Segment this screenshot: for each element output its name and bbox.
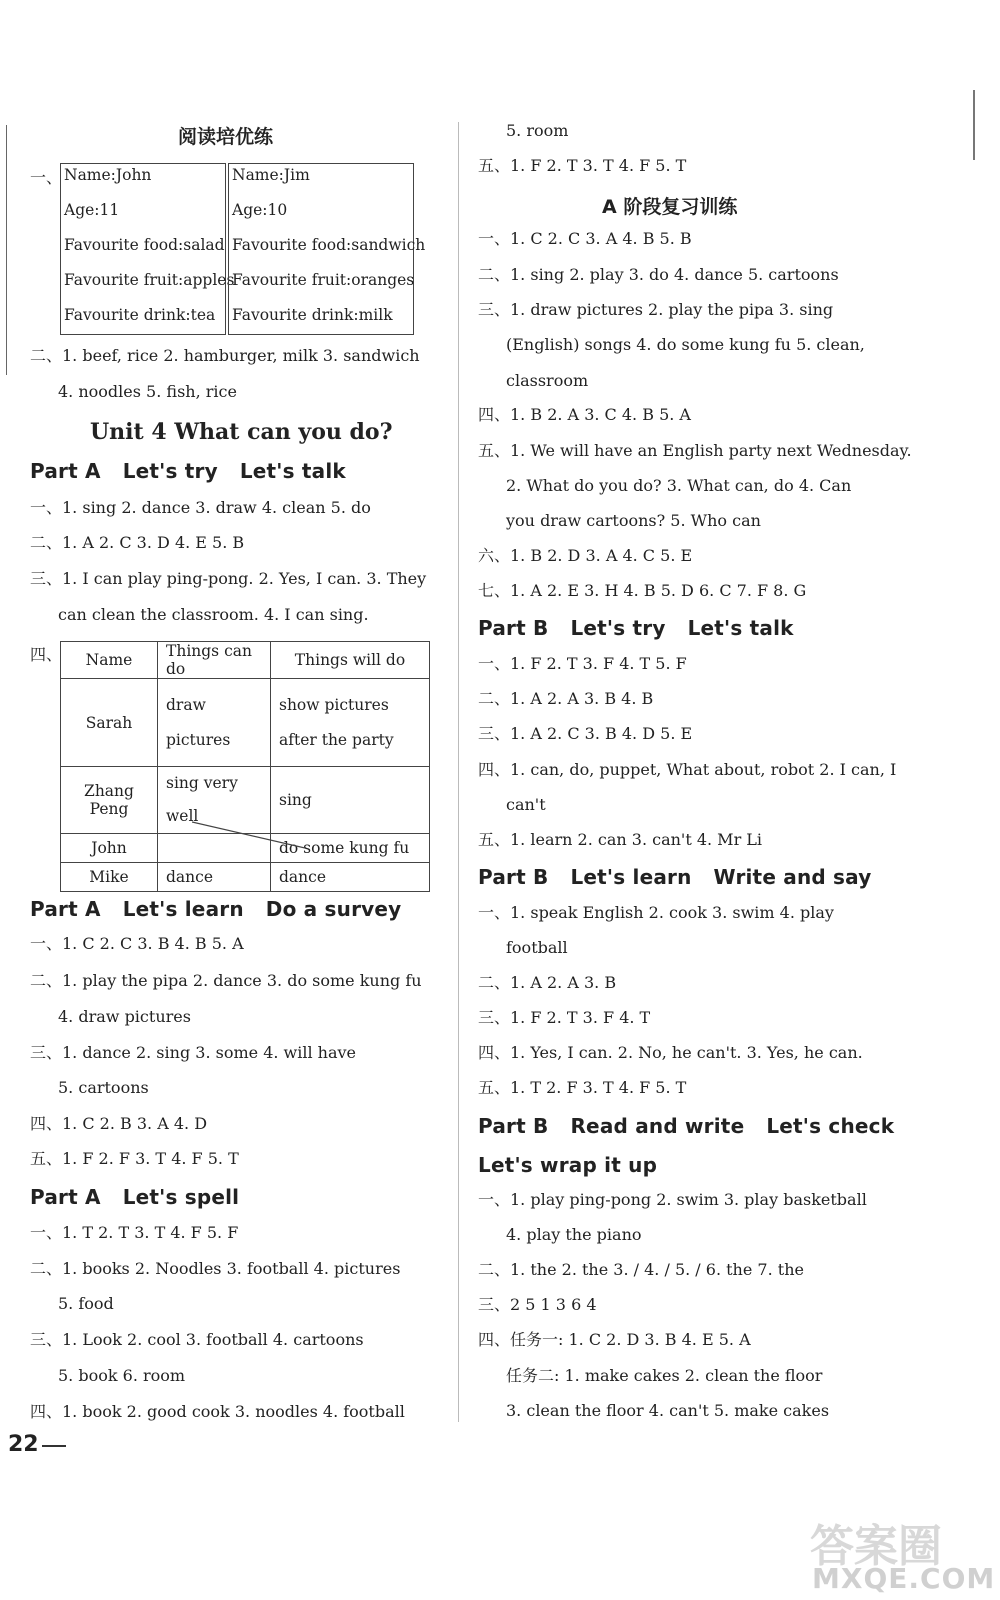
- answer-line: 四、1. C 2. B 3. A 4. D: [30, 1114, 208, 1133]
- part-label: Part B: [478, 1114, 549, 1138]
- part-label: Let's try: [122, 459, 218, 483]
- part-heading: [478, 1114, 916, 1138]
- question-number: 四、: [30, 645, 63, 664]
- part-heading: Let's wrap it up: [478, 1153, 658, 1177]
- answer-line: 二、1. A 2. A 3. B: [478, 973, 617, 992]
- column-divider: [458, 122, 459, 1422]
- part-label: Read and write: [570, 1114, 745, 1138]
- part-label: Part B: [478, 865, 549, 889]
- answer-line: 5. room: [506, 121, 569, 140]
- part-label: Do a survey: [265, 897, 402, 921]
- survey-table: [60, 641, 430, 892]
- answer-line: 一、1. F 2. T 3. F 4. T 5. F: [478, 654, 687, 673]
- table-cell: dance: [158, 863, 271, 892]
- box-line: Name:John: [64, 166, 152, 184]
- answer-line: 三、2 5 1 3 6 4: [478, 1295, 597, 1314]
- question-number: 一、: [30, 168, 63, 187]
- answer-line: 一、1. T 2. T 3. T 4. F 5. F: [30, 1223, 239, 1242]
- answer-line: classroom: [506, 371, 589, 390]
- table-cell: Mike: [61, 863, 158, 892]
- answer-line: 2. What do you do? 3. What can, do 4. Can: [506, 476, 852, 495]
- table-row: [61, 863, 430, 892]
- part-heading: [478, 616, 816, 640]
- part-label: Part A: [30, 1185, 101, 1209]
- answer-line: 二、1. play the pipa 2. dance 3. do some kung fu: [30, 971, 422, 990]
- part-label: Let's check: [766, 1114, 895, 1138]
- answer-line: 四、1. B 2. A 3. C 4. B 5. A: [478, 405, 691, 424]
- answer-line: 四、任务一: 1. C 2. D 3. B 4. E 5. A: [478, 1330, 751, 1349]
- table-cell: sing very well: [158, 767, 271, 834]
- margin-mark: [6, 125, 7, 375]
- box-line: Age:10: [232, 201, 288, 219]
- answer-line: 二、1. A 2. A 3. B 4. B: [478, 689, 654, 708]
- answer-line: 三、1. A 2. C 3. B 4. D 5. E: [478, 724, 693, 743]
- answer-line: 5. book 6. room: [58, 1366, 186, 1385]
- unit-title: Unit 4 What can you do?: [90, 419, 393, 445]
- answer-line: 五、1. F 2. F 3. T 4. F 5. T: [30, 1149, 239, 1168]
- info-box-john: [60, 163, 235, 335]
- answer-line: you draw cartoons? 5. Who can: [506, 511, 761, 530]
- answer-line: 四、1. can, do, puppet, What about, robot 2. I can, I: [478, 760, 897, 779]
- table-cell: do some kung fu: [271, 834, 430, 863]
- section-title: 阅读培优练: [178, 126, 274, 148]
- part-label: Let's learn: [570, 865, 692, 889]
- table-cell: dance: [271, 863, 430, 892]
- part-heading: [30, 897, 423, 921]
- answer-line: 5. food: [58, 1294, 114, 1313]
- table-cell: sing: [271, 767, 430, 834]
- answer-line: 三、1. Look 2. cool 3. football 4. cartoons: [30, 1330, 364, 1349]
- box-line: Favourite food:salad: [64, 236, 225, 254]
- table-header: Name: [61, 642, 158, 679]
- part-label: Let's talk: [687, 616, 794, 640]
- answer-line: 六、1. B 2. D 3. A 4. C 5. E: [478, 546, 693, 565]
- answer-line: 二、1. the 2. the 3. / 4. / 5. / 6. the 7. the: [478, 1260, 804, 1279]
- box-line: Favourite drink:milk: [232, 306, 393, 324]
- answer-line: 五、1. learn 2. can 3. can't 4. Mr Li: [478, 830, 763, 849]
- table-cell: Sarah: [61, 679, 158, 767]
- part-heading: [478, 865, 893, 889]
- answer-line: 四、1. book 2. good cook 3. noodles 4. football: [30, 1402, 405, 1421]
- part-heading: [30, 459, 368, 483]
- part-label: Part A: [30, 897, 101, 921]
- table-header: Things can do: [158, 642, 271, 679]
- answer-line: 4. noodles 5. fish, rice: [58, 382, 237, 401]
- part-label: Write and say: [713, 865, 872, 889]
- answer-line: 五、1. We will have an English party next Wednesday.: [478, 441, 912, 460]
- answer-line: can't: [506, 795, 546, 814]
- answer-line: 二、1. A 2. C 3. D 4. E 5. B: [30, 533, 245, 552]
- answer-line: 一、1. C 2. C 3. B 4. B 5. A: [30, 934, 244, 953]
- watermark-url: MXQE.COM: [812, 1562, 996, 1595]
- answer-line: 一、1. sing 2. dance 3. draw 4. clean 5. do: [30, 498, 371, 517]
- box-line: Favourite drink:tea: [64, 306, 216, 324]
- answer-line: 三、1. F 2. T 3. F 4. T: [478, 1008, 651, 1027]
- part-label: Part A: [30, 459, 101, 483]
- info-box-jim: [228, 163, 426, 335]
- answer-line: 一、1. speak English 2. cook 3. swim 4. play: [478, 903, 834, 922]
- answer-line: 五、1. T 2. F 3. T 4. F 5. T: [478, 1078, 687, 1097]
- answer-line: football: [506, 938, 568, 957]
- box-line: Favourite food:sandwich: [232, 236, 426, 254]
- part-label: Let's learn: [122, 897, 244, 921]
- table-row: [61, 679, 430, 767]
- answer-line: 一、1. play ping-pong 2. swim 3. play basketball: [478, 1190, 867, 1209]
- answer-line: 七、1. A 2. E 3. H 4. B 5. D 6. C 7. F 8. G: [478, 581, 807, 600]
- box-line: Favourite fruit:apples: [64, 271, 235, 289]
- answer-line: 五、1. F 2. T 3. T 4. F 5. T: [478, 156, 687, 175]
- margin-mark: [973, 90, 975, 160]
- table-cell: show pictures after the party: [271, 679, 430, 767]
- table-cell: draw pictures: [158, 679, 271, 767]
- part-label: Part B: [478, 616, 549, 640]
- diagonal-slash: [192, 820, 305, 850]
- table-header: Things will do: [271, 642, 430, 679]
- answer-line: 三、1. dance 2. sing 3. some 4. will have: [30, 1043, 357, 1062]
- box-line: Age:11: [64, 201, 120, 219]
- answer-line: 一、1. C 2. C 3. A 4. B 5. B: [478, 229, 692, 248]
- section-title: A 阶段复习训练: [602, 196, 738, 218]
- answer-line: 二、1. beef, rice 2. hamburger, milk 3. sandwich: [30, 346, 420, 365]
- answer-line: 二、1. books 2. Noodles 3. football 4. pictures: [30, 1259, 401, 1278]
- page-number-dash: [42, 1445, 66, 1447]
- box-line: Name:Jim: [232, 166, 310, 184]
- answer-line: 三、1. draw pictures 2. play the pipa 3. sing: [478, 300, 834, 319]
- answer-line: 二、1. sing 2. play 3. do 4. dance 5. cartoons: [478, 265, 839, 284]
- answer-line: 三、1. I can play ping-pong. 2. Yes, I can. 3. They: [30, 569, 427, 588]
- answer-line: 任务二: 1. make cakes 2. clean the floor: [506, 1366, 823, 1385]
- part-heading: [30, 1185, 261, 1209]
- watermark-logo: 答案圈: [810, 1521, 942, 1572]
- table-cell: John: [61, 834, 158, 863]
- part-label: Let's try: [570, 616, 666, 640]
- answer-line: 3. clean the floor 4. can't 5. make cakes: [506, 1401, 830, 1420]
- answer-line: 4. play the piano: [506, 1225, 642, 1244]
- answer-line: can clean the classroom. 4. I can sing.: [58, 605, 369, 624]
- box-line: Favourite fruit:oranges: [232, 271, 415, 289]
- answer-line: 4. draw pictures: [58, 1007, 191, 1026]
- answer-line: 四、1. Yes, I can. 2. No, he can't. 3. Yes, he can.: [478, 1043, 863, 1062]
- table-cell: Zhang Peng: [61, 767, 158, 834]
- part-label: Let's talk: [239, 459, 346, 483]
- answer-line: (English) songs 4. do some kung fu 5. clean,: [506, 335, 865, 354]
- part-label: Let's spell: [122, 1185, 240, 1209]
- page-number: 22: [8, 1432, 39, 1457]
- answer-line: 5. cartoons: [58, 1078, 149, 1097]
